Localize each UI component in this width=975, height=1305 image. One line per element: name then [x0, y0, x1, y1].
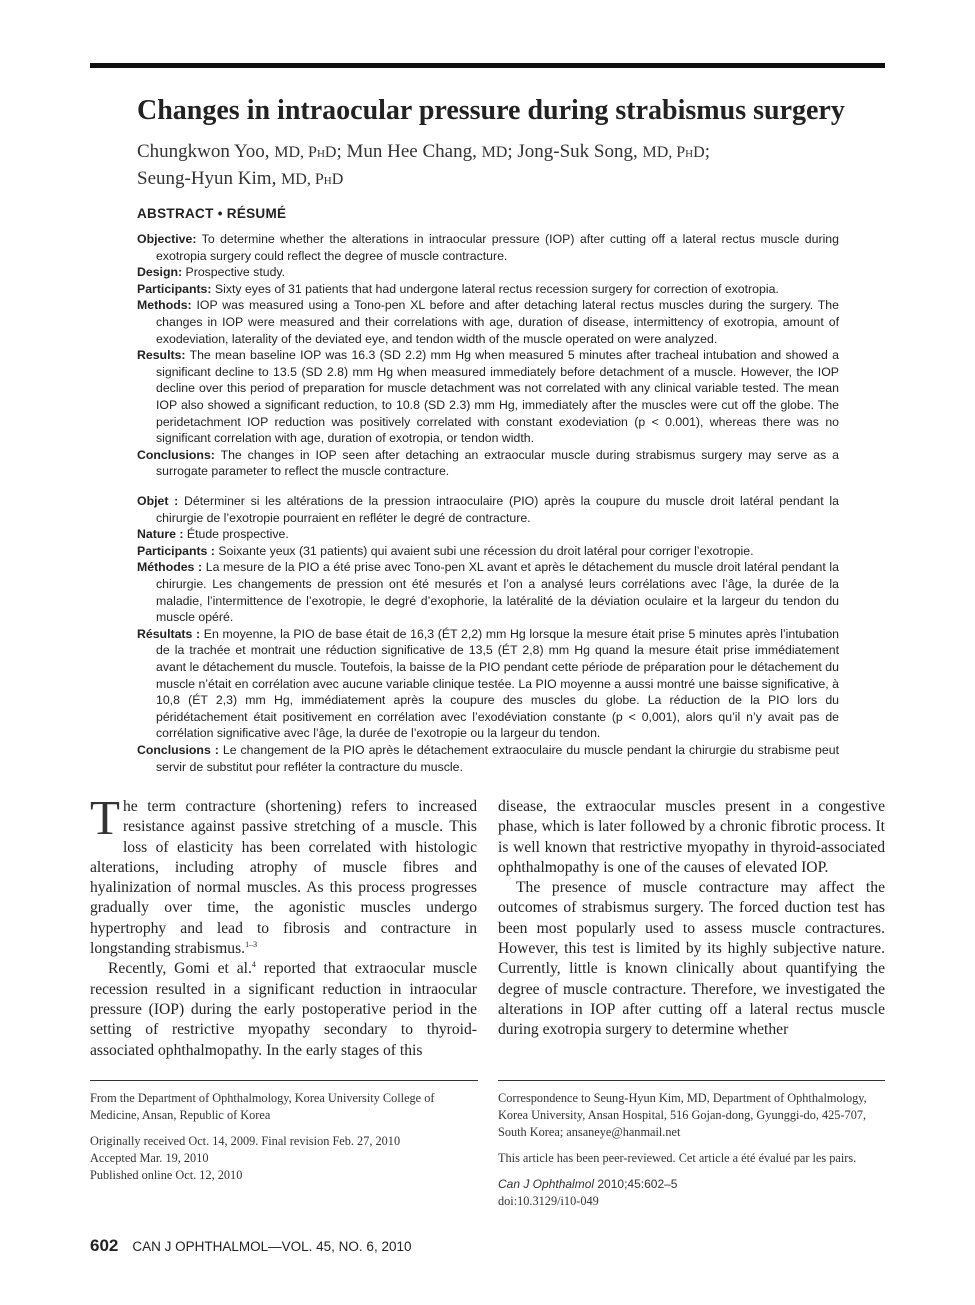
- body-column-right: [498, 797, 885, 1041]
- journal-running-footer: CAN J OPHTHALMOL—VOL. 45, NO. 6, 2010: [132, 1239, 412, 1254]
- footnotes-left: [90, 1090, 478, 1193]
- footnote-rule-right: [498, 1080, 885, 1081]
- citation-ref: 4: [251, 960, 256, 970]
- citation-ref: 1–3: [245, 939, 258, 949]
- author-name: Mun Hee Chang: [346, 141, 473, 162]
- body-column-left: [90, 790, 477, 1061]
- journal-cite: 2010;45:602–5: [594, 1177, 678, 1191]
- abstract-section: Methods: IOP was measured using a Tono-pen XL before and after detaching lateral rectus muscles during the surgery. The changes in IOP were measured and their correlations with age, duration of disease, intermittency of exotropia, amount of exodeviation, laterality of the deviated eye, and tendon width of the muscle operated on were analyzed.: [137, 298, 839, 346]
- citation-note: [498, 1176, 886, 1210]
- abstract-heading: ABSTRACT • RÉSUMÉ: [137, 206, 287, 221]
- abstract-french: [137, 493, 839, 775]
- correspondence-note: Correspondence to Seung-Hyun Kim, MD, Department of Ophthalmology, Korea University, Ansan Hospital, 516 Gojan-dong, Gyunggi-do, 425-707, South Korea; ansaneye@hanmail.net: [498, 1091, 867, 1139]
- abstract-section: Objet : Déterminer si les altérations de la pression intraoculaire (PIO) après la coupure du muscle droit latéral pendant la chirurgie de l’exotropie pourraient en refléter le degré de contracture.: [137, 494, 839, 525]
- author-name: Chungkwon Yoo: [137, 141, 265, 162]
- doi: doi:10.3129/i10-049: [498, 1194, 599, 1208]
- abstract-section: Participants: Sixty eyes of 31 patients that had undergone lateral rectus recession surgery for correction of exotropia.: [137, 281, 779, 296]
- body-paragraph: The presence of muscle contracture may affect the outcomes of strabismus surgery. The forced duction test has been most popularly used to assess muscle contractures. However, this test is limited by its highly subjective nature. Currently, little is known clinically about quantifying the degree of muscle contracture. Therefore, we investigated the alterations in IOP after cutting off a lateral rectus muscle during exotropia surgery to determine whether: [498, 879, 885, 1039]
- abstract-section: Nature : Étude prospective.: [137, 527, 289, 542]
- article-title: Changes in intraocular pressure during strabismus surgery: [137, 95, 845, 126]
- footnote-rule-left: [90, 1080, 478, 1081]
- abstract-section: Results: The mean baseline IOP was 16.3 (SD 2.2) mm Hg when measured 5 minutes after tracheal intubation and showed a significant decline to 13.5 (SD 2.8) mm Hg when measured immediately before detachment of a muscle. However, the IOP decline over this period of preparation for muscle detachment was not correlated with any clinical variable tested. The mean IOP also showed a significant reduction, to 10.8 (SD 2.3) mm Hg, immediately after the muscles were cut off the globe. The peridetachment IOP reduction was positively correlated with constant exodeviation (p < 0.001), whereas there was no significant correlation with age, duration of exotropia, or tendon width.: [137, 348, 839, 446]
- author-degree: MD: [481, 144, 508, 161]
- accepted-date: Accepted Mar. 19, 2010: [90, 1151, 209, 1165]
- abstract-section: Conclusions : Le changement de la PIO après le détachement extraoculaire du muscle pendant la chirurgie du strabisme peut servir de substitut pour refléter la contracture du muscle.: [137, 742, 839, 774]
- author-degree: MD, PhD: [281, 171, 344, 188]
- abstract-english: [137, 231, 839, 480]
- footnotes-right: [498, 1090, 886, 1219]
- author-list: Chungkwon Yoo, MD, PhD; Mun Hee Chang, MD; Jong-Suk Song, MD, PhD; Seung-Hyun Kim, MD, PhD: [137, 141, 710, 189]
- page-footer: [90, 1236, 411, 1256]
- history-note: [90, 1133, 478, 1184]
- abstract-section: Participants : Soixante yeux (31 patients) qui avaient subi une récession du droit latéral pour corriger l’exotropie.: [137, 543, 754, 558]
- abstract-section: Objective: To determine whether the alterations in intraocular pressure (IOP) after cutting off a lateral rectus muscle during exotropia surgery could reflect the degree of muscle contracture.: [137, 232, 839, 263]
- body-paragraph: disease, the extraocular muscles present in a congestive phase, which is later followed by a chronic fibrotic process. It is well known that restrictive myopathy in thyroid-associated ophthalmopathy is one of the causes of elevated IOP.: [498, 798, 885, 876]
- author-degree: MD, PhD: [642, 144, 705, 161]
- abstract-section: Méthodes : La mesure de la PIO a été prise avec Tono-pen XL avant et après le détachement du muscle droit latéral pendant la chirurgie. Les changements de pression ont été mesurés et l’on a analysé leurs corrélations avec l’âge, la durée de la maladie, l’intermittence de l’exotropie, le degré d’exophorie, la latéralité de la déviation oculaire et la largeur du tendon du muscle opéré.: [137, 560, 839, 625]
- body-paragraph: The term contracture (shortening) refers to increased resistance against passive stretching of a muscle. This loss of elasticity has been correlated with histologic alterations, including atrophy of muscle fibres and hyalinization of normal muscles. As this process progresses gradually over time, the agonistic muscles undergo hypertrophy and lead to fibrosis and contracture in longstanding strabismus.$^{1-3}$: [90, 790, 477, 958]
- drop-cap: T: [90, 790, 120, 845]
- author-name: Seung-Hyun Kim: [137, 168, 272, 189]
- affiliation-note: From the Department of Ophthalmology, Korea University College of Medicine, Ansan, Republic of Korea: [90, 1091, 435, 1122]
- published-date: Published online Oct. 12, 2010: [90, 1168, 243, 1182]
- author-name: Jong-Suk Song: [517, 141, 633, 162]
- received-date: Originally received Oct. 14, 2009. Final revision Feb. 27, 2010: [90, 1134, 401, 1148]
- journal-name: Can J Ophthalmol: [498, 1177, 595, 1191]
- top-rule: [90, 63, 885, 68]
- abstract-section: Design: Prospective study.: [137, 265, 286, 280]
- body-paragraph: Recently, Gomi et al.$^4$ reported that extraocular muscle recession resulted in a significant reduction in intraocular pressure (IOP) during the early postoperative period in the setting of restrictive myopathy secondary to thyroid-associated ophthalmopathy. In the early stages of this: [90, 960, 477, 1059]
- abstract-section: Conclusions: The changes in IOP seen after detaching an extraocular muscle during strabismus surgery may serve as a surrogate parameter to reflect the muscle contracture.: [137, 447, 839, 479]
- abstract-section: Résultats : En moyenne, la PIO de base était de 16,3 (ÉT 2,2) mm Hg lorsque la mesure était prise 5 minutes après l’intubation de la trachée et montrait une réduction significative de 13,5 (ÉT 2,8) mm Hg quand la mesure était prise immédiatement avant le détachement du muscle. Toutefois, la baisse de la PIO pendant cette période de préparation pour le détachement du muscle n’était en corrélation avec aucune variable clinique testée. La PIO moyenne a aussi montré une baisse significative, à 10,8 (ÉT 2,3) mm Hg, immédiatement après la coupure des muscles du globe. La réduction de la PIO lors du péridétachement était positivement en corrélation avec l’exodéviation constante (p < 0,001), alors qu’il n’y avait pas de corrélation significative avec l’âge, la durée de l’exotropie ou la largeur du tendon.: [137, 626, 839, 741]
- page-number: 602: [90, 1236, 119, 1255]
- author-degree: MD, PhD: [274, 144, 337, 161]
- peer-review-note: This article has been peer-reviewed. Cet article a été évalué par les pairs.: [498, 1151, 857, 1165]
